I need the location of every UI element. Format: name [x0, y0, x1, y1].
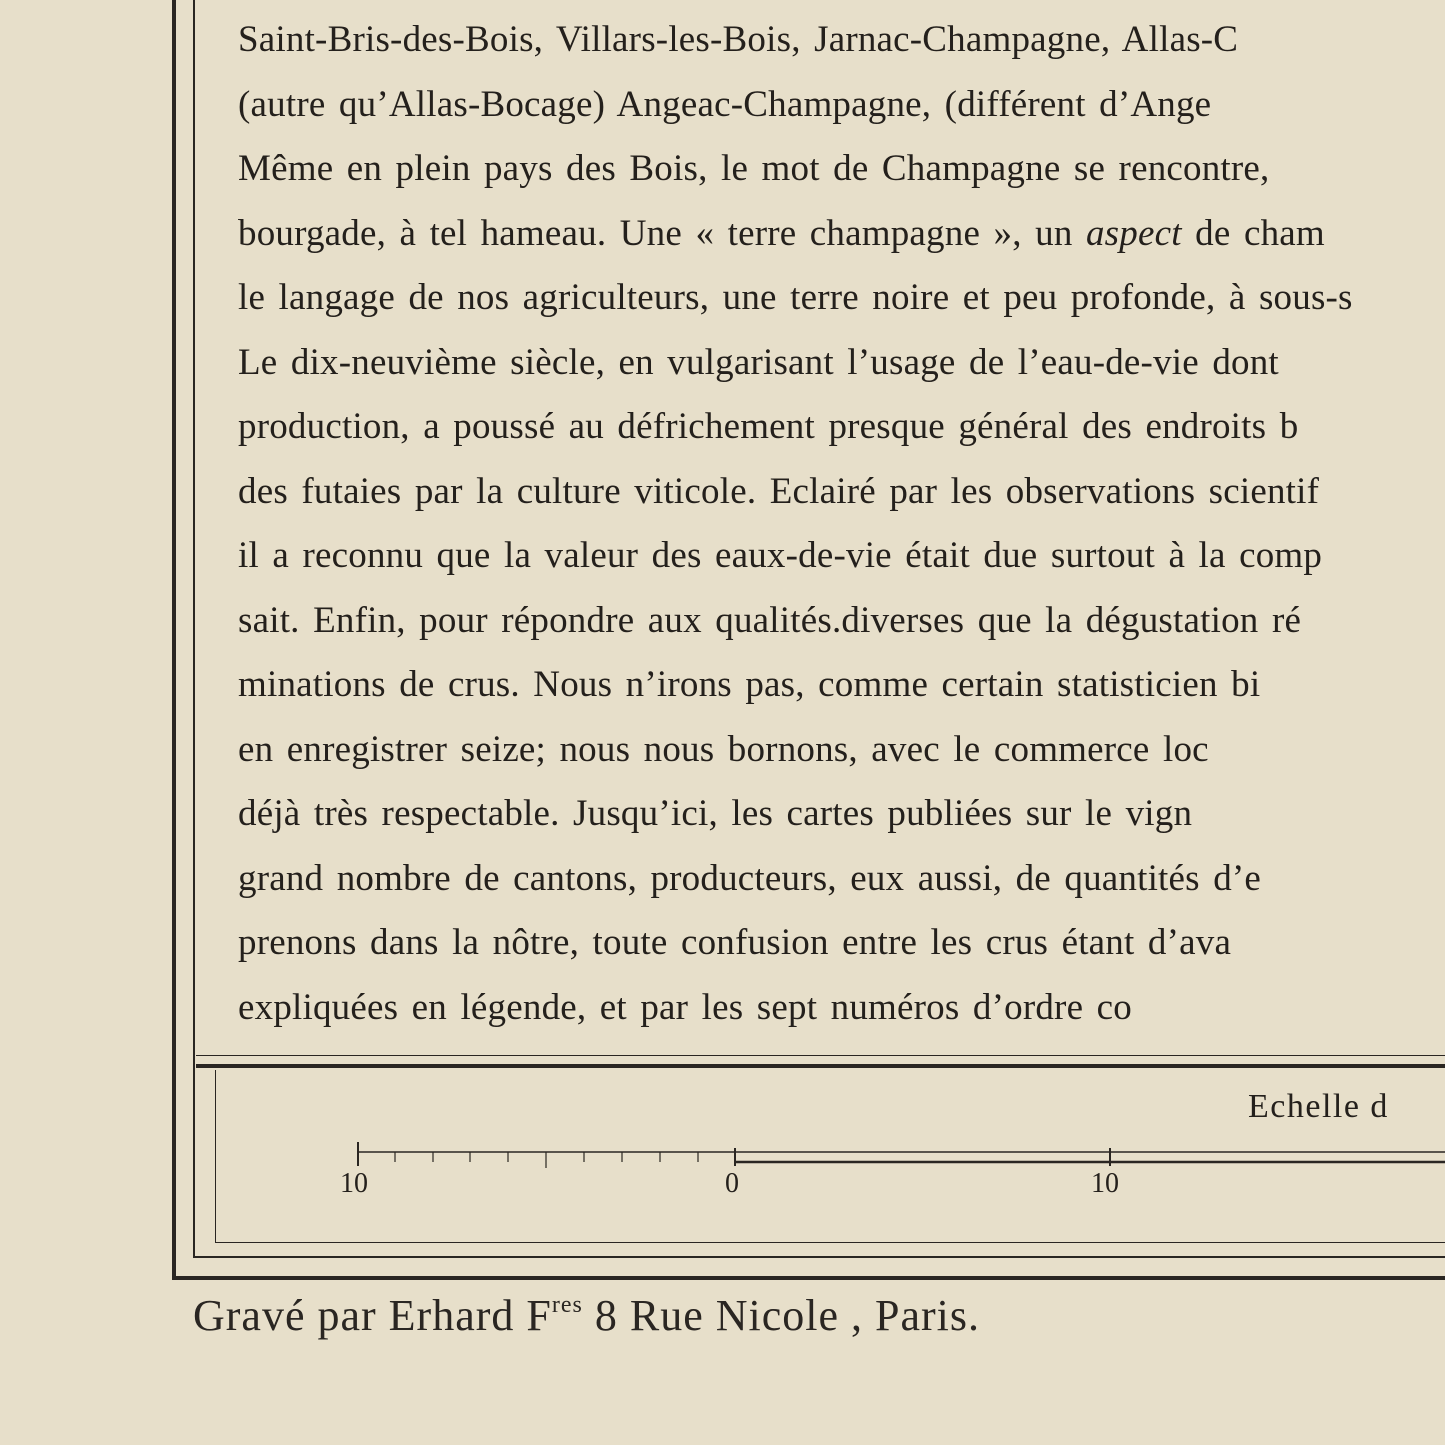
paragraph-line: déjà très respectable. Jusqu’ici, les cartes publiées sur le vign: [238, 793, 1193, 834]
engraver-credit: [193, 1290, 980, 1341]
paragraph-italic-word: aspect: [1085, 212, 1182, 254]
description-paragraph: [238, 8, 1445, 1040]
paragraph-line: le langage de nos agriculteurs, une terre noire et peu profonde, à sous-s: [238, 277, 1353, 318]
scale-label-left: 10: [340, 1168, 368, 1199]
paragraph-line: sait. Enfin, pour répondre aux qualités.diverses que la dégustation ré: [238, 599, 1302, 641]
paragraph-line: Le dix-neuvième siècle, en vulgarisant l’usage de l’eau-de-vie dont: [238, 341, 1279, 383]
scale-bar: [330, 1130, 1445, 1170]
paragraph-text: de cham: [1181, 212, 1325, 254]
paragraph-line: production, a poussé au défrichement presque général des endroits b: [238, 406, 1299, 447]
paragraph-line: expliquées en légende, et par les sept numéros d’ordre co: [238, 986, 1132, 1028]
paragraph-line: Même en plein pays des Bois, le mot de Champagne se rencontre,: [238, 148, 1270, 189]
scale-title: Echelle d: [1248, 1088, 1389, 1125]
paragraph-line: Saint-Bris-des-Bois, Villars-les-Bois, Jarnac-Champagne, Allas-C: [238, 19, 1239, 60]
paragraph-line: en enregistrer seize; nous nous bornons, avec le commerce loc: [238, 728, 1209, 770]
paragraph-line: minations de crus. Nous n’irons pas, comme certain statisticien bi: [238, 664, 1261, 705]
engraver-superscript: res: [551, 1292, 583, 1318]
separator-thick-rule: [196, 1064, 1445, 1068]
scale-label-right: 10: [1091, 1168, 1119, 1199]
paragraph-line: il a reconnu que la valeur des eaux-de-vie était due surtout à la comp: [238, 535, 1323, 576]
paragraph-line: grand nombre de cantons, producteurs, eux aussi, de quantités d’e: [238, 857, 1262, 899]
separator-thin-rule: [196, 1055, 1445, 1056]
paragraph-line: prenons dans la nôtre, toute confusion entre les crus étant d’ava: [238, 922, 1232, 963]
paragraph-line: (autre qu’Allas-Bocage) Angeac-Champagne, (différent d’Ange: [238, 83, 1212, 125]
paragraph-text: bourgade, à tel hameau. Une « terre champagne », un: [238, 212, 1086, 254]
paragraph-line: [238, 202, 1445, 267]
engraver-address: 8 Rue Nicole , Paris.: [582, 1291, 981, 1340]
scale-subdivision-ticks: [395, 1152, 698, 1168]
paragraph-line: des futaies par la culture viticole. Eclairé par les observations scientif: [238, 470, 1320, 512]
engraver-text: Gravé par Erhard F: [193, 1291, 552, 1340]
scale-label-zero: 0: [725, 1168, 739, 1199]
